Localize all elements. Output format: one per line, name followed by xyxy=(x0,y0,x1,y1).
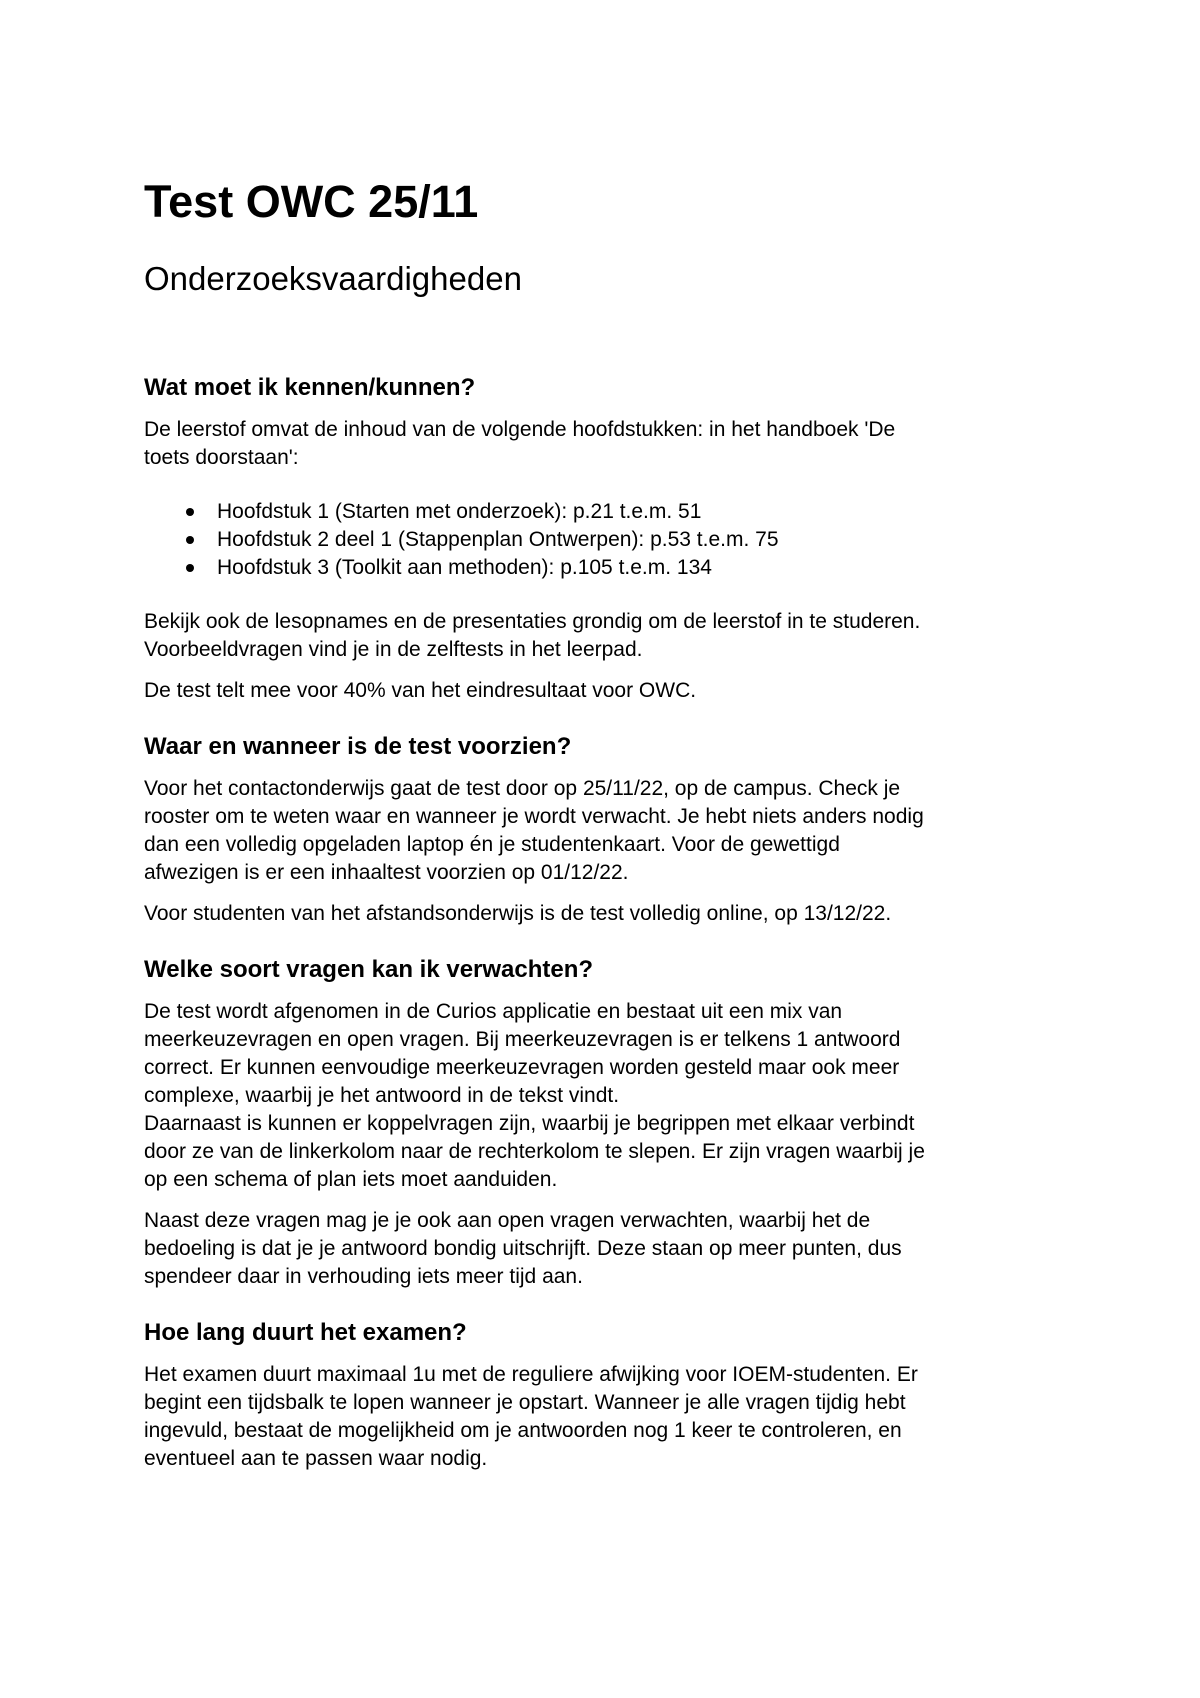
paragraph-line: dan een volledig opgeladen laptop én je studentenkaart. Voor de gewettigd xyxy=(144,833,840,856)
paragraph-line: eventueel aan te passen waar nodig. xyxy=(144,1447,488,1470)
document-body xyxy=(144,372,1064,1473)
paragraph-line: De test telt mee voor 40% van het eindresultaat voor OWC. xyxy=(144,679,697,702)
list-item xyxy=(144,498,1064,526)
paragraph-line: bedoeling is dat je je antwoord bondig uitschrijft. Deze staan op meer punten, dus xyxy=(144,1237,902,1260)
list-item xyxy=(144,554,1064,582)
paragraph-line: correct. Er kunnen eenvoudige meerkeuzevragen worden gesteld maar ook meer xyxy=(144,1056,900,1079)
paragraph-line: begint een tijdsbalk te lopen wanneer je opstart. Wanneer je alle vragen tijdig hebt xyxy=(144,1391,906,1414)
section-exam-duration xyxy=(144,1317,1064,1473)
list-item xyxy=(144,526,1064,554)
document-subtitle: Onderzoeksvaardigheden xyxy=(144,260,522,297)
section-what-to-know xyxy=(144,372,1064,705)
bullet-icon xyxy=(186,536,194,544)
paragraph-line: afwezigen is er een inhaaltest voorzien op 01/12/22. xyxy=(144,861,629,884)
section-heading: Welke soort vragen kan ik verwachten? xyxy=(144,956,594,983)
section-heading: Wat moet ik kennen/kunnen? xyxy=(144,374,476,401)
paragraph-line: Daarnaast is kunnen er koppelvragen zijn, waarbij je begrippen met elkaar verbindt xyxy=(144,1112,915,1135)
paragraph-line: Naast deze vragen mag je je ook aan open vragen verwachten, waarbij het de xyxy=(144,1209,871,1232)
paragraph-line: spendeer daar in verhouding iets meer tijd aan. xyxy=(144,1265,583,1288)
paragraph-line: Voorbeeldvragen vind je in de zelftests in het leerpad. xyxy=(144,638,643,661)
paragraph-line: Bekijk ook de lesopnames en de presentaties grondig om de leerstof in te studeren. xyxy=(144,610,921,633)
paragraph-line: Voor het contactonderwijs gaat de test door op 25/11/22, op de campus. Check je xyxy=(144,777,901,800)
paragraph-line: ingevuld, bestaat de mogelijkheid om je antwoorden nog 1 keer te controleren, en xyxy=(144,1419,902,1442)
section-heading: Waar en wanneer is de test voorzien? xyxy=(144,733,572,760)
paragraph-line: De test wordt afgenomen in de Curios applicatie en bestaat uit een mix van xyxy=(144,1000,843,1023)
list-item-text: Hoofdstuk 3 (Toolkit aan methoden): p.105 t.e.m. 134 xyxy=(217,556,712,579)
paragraph-line: toets doorstaan': xyxy=(144,446,299,469)
paragraph-line: complexe, waarbij je het antwoord in de tekst vindt. xyxy=(144,1084,620,1107)
paragraph-line: rooster om te weten waar en wanneer je wordt verwacht. Je hebt niets anders nodig xyxy=(144,805,924,828)
document-title: Test OWC 25/11 xyxy=(144,176,479,227)
bullet-icon xyxy=(186,564,194,572)
section-heading: Hoe lang duurt het examen? xyxy=(144,1319,467,1346)
paragraph-line: Het examen duurt maximaal 1u met de reguliere afwijking voor IOEM-studenten. Er xyxy=(144,1363,918,1386)
paragraph-line: Voor studenten van het afstandsonderwijs is de test volledig online, op 13/12/22. xyxy=(144,902,892,925)
list-item-text: Hoofdstuk 1 (Starten met onderzoek): p.21 t.e.m. 51 xyxy=(217,500,702,523)
bullet-icon xyxy=(186,508,194,516)
chapter-list xyxy=(144,498,1064,582)
paragraph-line: De leerstof omvat de inhoud van de volgende hoofdstukken: in het handboek 'De xyxy=(144,418,896,441)
paragraph-line: meerkeuzevragen en open vragen. Bij meerkeuzevragen is er telkens 1 antwoord xyxy=(144,1028,901,1051)
section-where-when xyxy=(144,731,1064,928)
paragraph-line: door ze van de linkerkolom naar de rechterkolom te slepen. Er zijn vragen waarbij je xyxy=(144,1140,925,1163)
list-item-text: Hoofdstuk 2 deel 1 (Stappenplan Ontwerpen): p.53 t.e.m. 75 xyxy=(217,528,779,551)
section-question-types xyxy=(144,954,1064,1291)
paragraph-line: op een schema of plan iets moet aanduiden. xyxy=(144,1168,558,1191)
